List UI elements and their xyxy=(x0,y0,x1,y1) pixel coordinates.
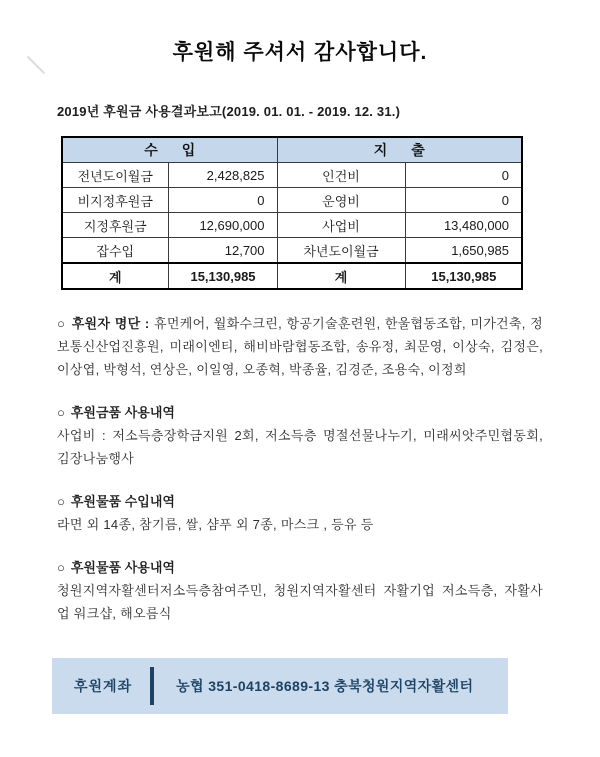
expense-value: 1,650,985 xyxy=(405,238,522,264)
table-total-row xyxy=(62,263,522,289)
income-value: 12,690,000 xyxy=(168,213,277,238)
table-row xyxy=(62,163,522,188)
expense-label: 운영비 xyxy=(277,188,405,213)
income-header-cell: 수 입 xyxy=(62,137,277,163)
donor-list-section xyxy=(57,312,543,381)
section-heading: 후원금품 사용내역 xyxy=(70,405,175,420)
income-label: 비지정후원금 xyxy=(62,188,168,213)
expense-value: 13,480,000 xyxy=(405,213,522,238)
income-value: 12,700 xyxy=(168,238,277,264)
section-body: 휴먼케어, 월화수크린, 항공기술훈련원, 한울협동조합, 미가건축, 정보통신산업진흥원, 미래이엔티, 해비바람협동조합, 송유정, 최문영, 이상숙, 김정은, 이상엽, 박형석, 연상은, 이일영, 오종혁, 박종율, 김경준, 조용숙, 이정희 xyxy=(57,316,544,377)
goods-income-section xyxy=(57,490,543,536)
goods-usage-section xyxy=(57,556,543,625)
section-heading-row xyxy=(57,490,543,513)
income-total-value: 15,130,985 xyxy=(168,263,277,289)
section-body: 청원지역자활센터저소득층참여주민, 청원지역자활센터 자활기업 저소득층, 자활사업 워크샵, 해오름식 xyxy=(57,583,543,621)
expense-header-cell: 지 출 xyxy=(277,137,522,163)
expense-total-label: 계 xyxy=(277,263,405,289)
section-heading: 후원물품 수입내역 xyxy=(70,494,175,509)
income-label: 지정후원금 xyxy=(62,213,168,238)
section-separator: : xyxy=(140,316,154,331)
income-label: 잡수입 xyxy=(62,238,168,264)
account-label: 후원계좌 xyxy=(74,678,133,694)
bullet-circle-icon: ○ xyxy=(57,560,65,575)
income-label: 전년도이월금 xyxy=(62,163,168,188)
expense-label: 차년도이월금 xyxy=(277,238,405,264)
bullet-circle-icon: ○ xyxy=(57,494,65,509)
section-heading-row xyxy=(57,556,543,579)
section-body: 라면 외 14종, 참기름, 쌀, 샴푸 외 7종, 마스크 , 등유 등 xyxy=(57,517,374,532)
bullet-circle-icon: ○ xyxy=(57,316,66,331)
expense-value: 0 xyxy=(405,163,522,188)
bullet-circle-icon: ○ xyxy=(57,405,65,420)
expense-value: 0 xyxy=(405,188,522,213)
expense-label: 인건비 xyxy=(277,163,405,188)
income-value: 2,428,825 xyxy=(168,163,277,188)
divider-bar xyxy=(150,667,154,705)
report-page xyxy=(0,36,600,625)
table-row xyxy=(62,238,522,264)
fund-usage-section xyxy=(57,401,543,470)
income-value: 0 xyxy=(168,188,277,213)
report-heading: 2019년 후원금 사용결과보고(2019. 01. 01. - 2019. 12. 31.) xyxy=(57,104,401,119)
section-heading: 후원물품 사용내역 xyxy=(70,560,175,575)
table-row xyxy=(62,213,522,238)
donation-account-banner xyxy=(52,658,508,714)
table-header-row xyxy=(62,137,522,163)
section-heading: 후원자 명단 xyxy=(71,316,141,331)
page-title: 후원해 주셔서 감사합니다. xyxy=(172,41,428,64)
account-number: 농협 351-0418-8689-13 충북청원지역자활센터 xyxy=(176,678,474,694)
section-body: 사업비 : 저소득층장학금지원 2회, 저소득층 명절선물나누기, 미래씨앗주민협동회, 김장나눔행사 xyxy=(57,428,543,466)
section-heading-row xyxy=(57,401,543,424)
expense-total-value: 15,130,985 xyxy=(405,263,522,289)
income-total-label: 계 xyxy=(62,263,168,289)
expense-label: 사업비 xyxy=(277,213,405,238)
income-expense-table xyxy=(61,136,523,290)
table-row xyxy=(62,188,522,213)
